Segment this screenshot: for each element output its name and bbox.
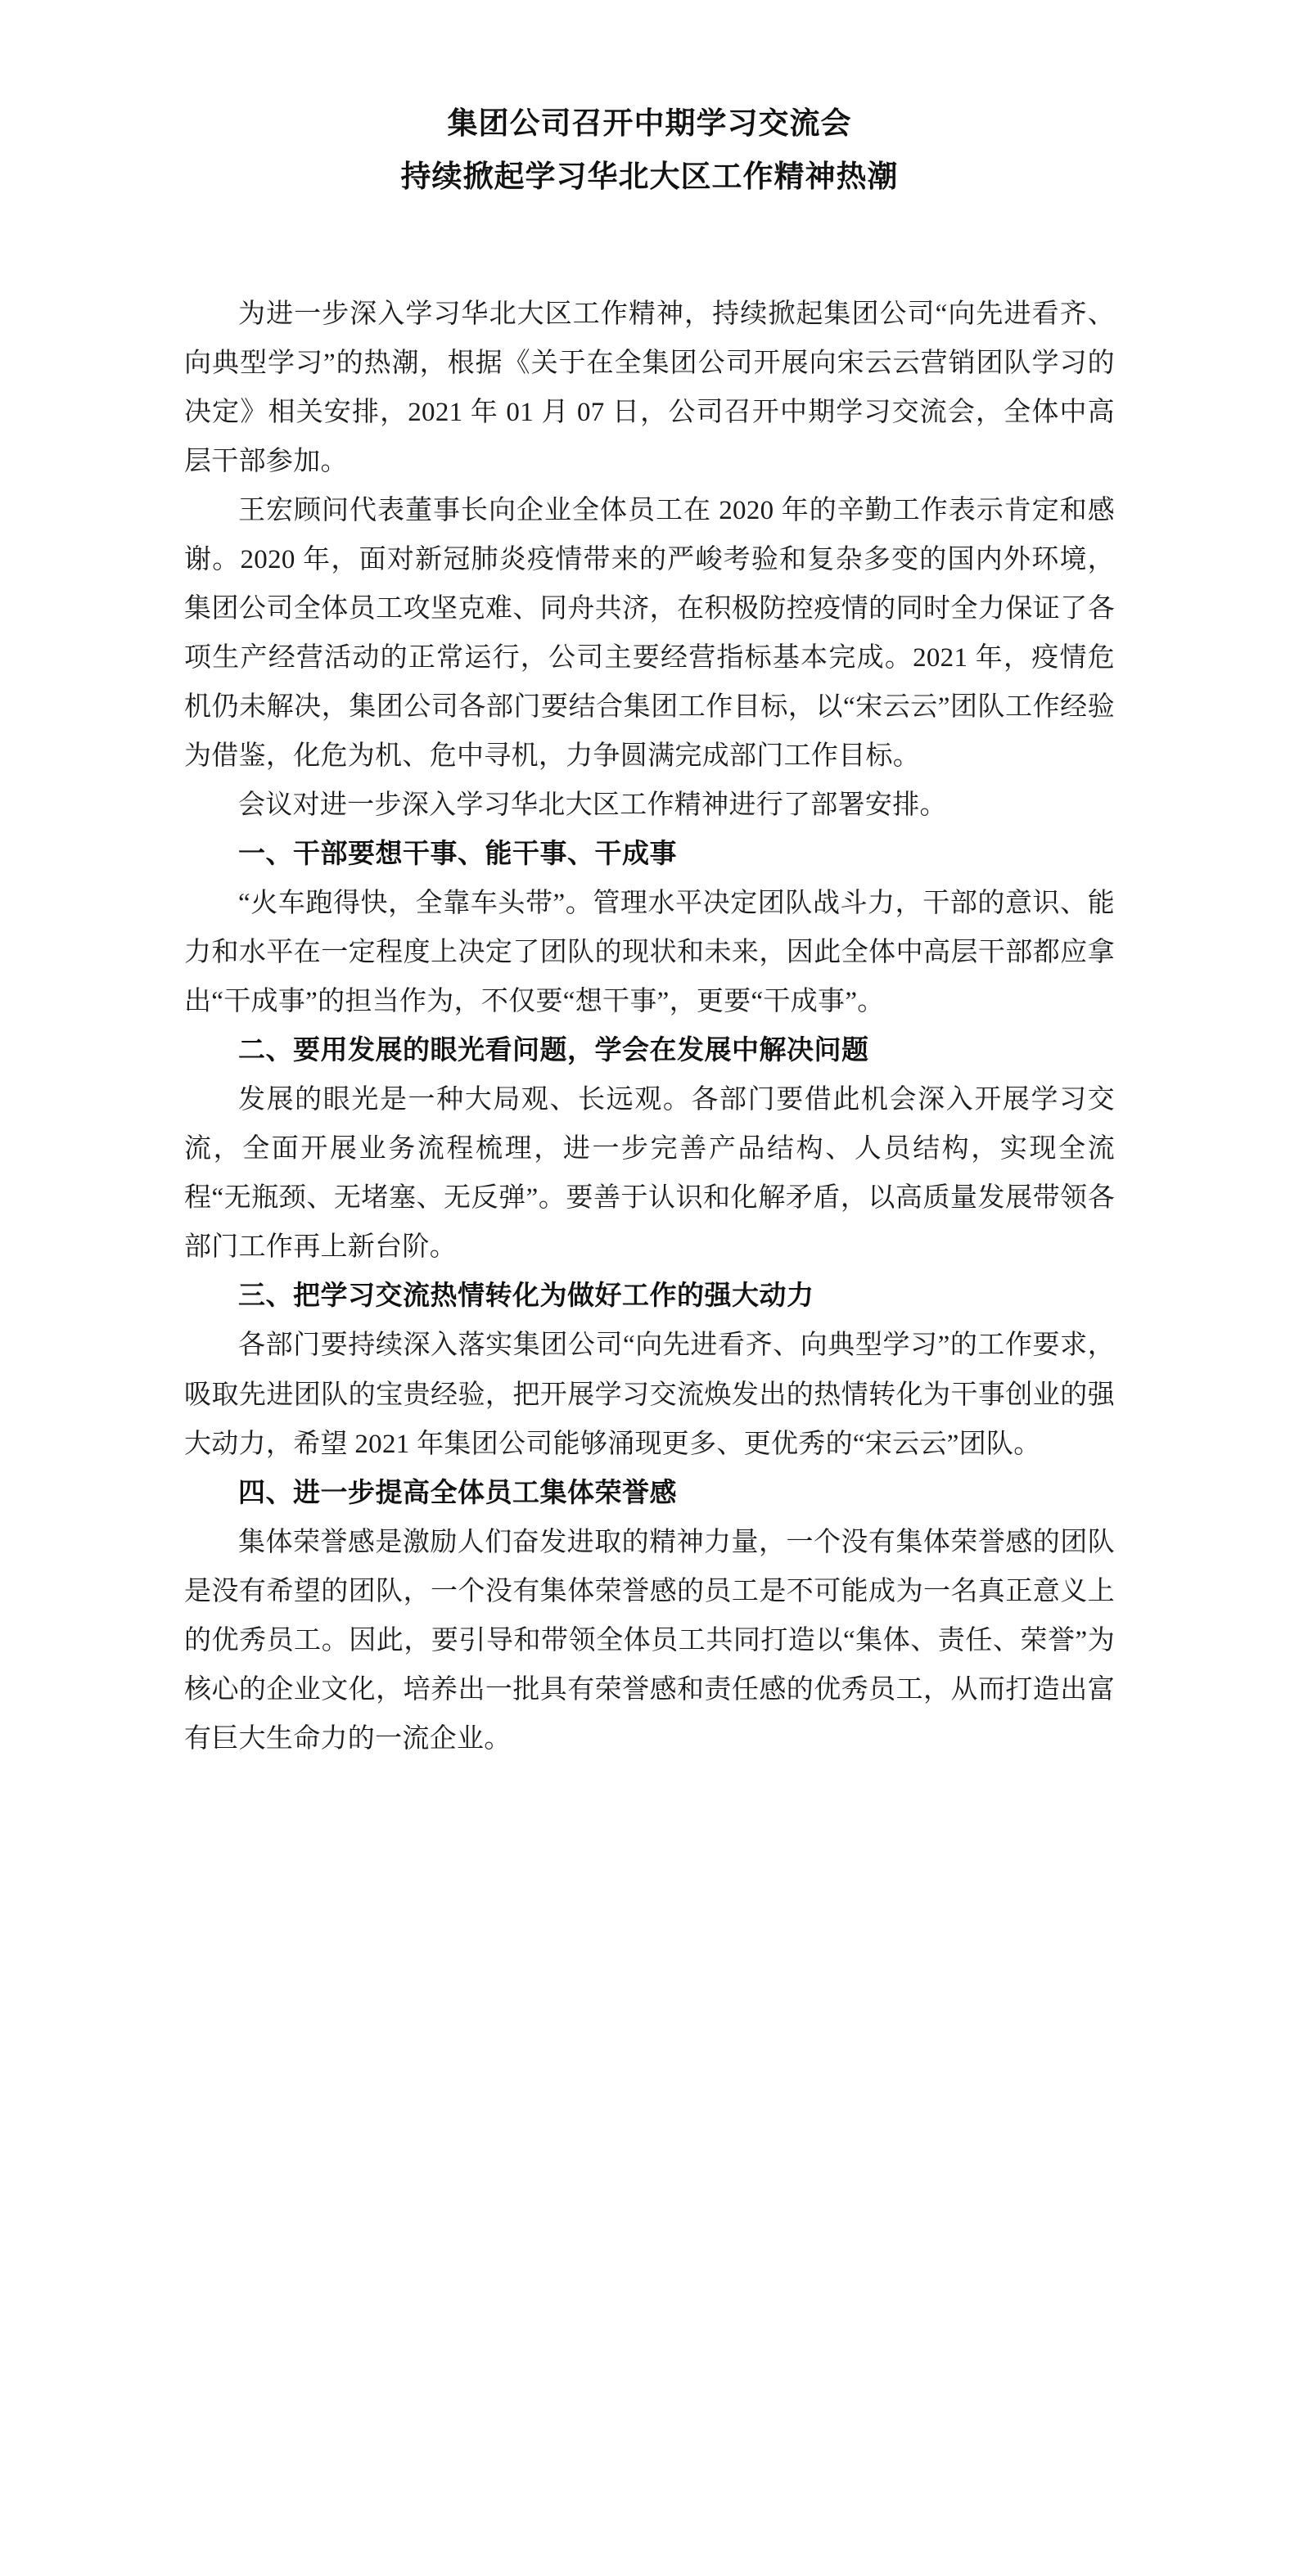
heading-section-two: 二、要用发展的眼光看问题，学会在发展中解决问题 [238,1036,869,1066]
paragraph-chairman-remarks: 王宏顾问代表董事长向企业全体员工在 2020 年的辛勤工作表示肯定和感谢。2020 年，面对新冠肺炎疫情带来的严峻考验和复杂多变的国内外环境，集团公司全体员工攻坚克难、同舟共济，在积极防控疫情的同时全力保证了各项生产经营活动的正常运行，公司主要经营指标基本完成。2021 年，疫情危机仍未解决，集团公司各部门要结合集团工作目标，以“宋云云”团队工作经验为借鉴，化危为机、危中寻机，力争圆满完成部门工作目标。 [184,495,1115,771]
paragraph-deployment: 会议对进一步深入学习华北大区工作精神进行了部署安排。 [238,790,947,820]
page-title [184,98,1115,205]
heading-section-four: 四、进一步提高全体员工集体荣誉感 [238,1478,677,1508]
title-body-spacer [184,205,1115,290]
paragraph-section-three-body: 各部门要持续深入落实集团公司“向先进看齐、向典型学习”的工作要求，吸取先进团队的宝贵经验，把开展学习交流焕发出的热情转化为干事创业的强大动力，希望 2021 年集团公司能够涌现更多、更优秀的“宋云云”团队。 [184,1331,1115,1459]
heading-section-three: 三、把学习交流热情转化为做好工作的强大动力 [238,1281,814,1312]
page-title-line-2: 持续掀起学习华北大区工作精神热潮 [400,160,899,194]
heading-section-one: 一、干部要想干事、能干事、干成事 [238,840,677,870]
paragraph-section-two-body: 发展的眼光是一种大局观、长远观。各部门要借此机会深入开展学习交流，全面开展业务流程梳理，进一步完善产品结构、人员结构，实现全流程“无瓶颈、无堵塞、无反弹”。要善于认识和化解矛盾，以高质量发展带领各部门工作再上新台阶。 [184,1085,1115,1263]
page-title-line-1: 集团公司召开中期学习交流会 [447,107,852,141]
paragraph-section-one-body: “火车跑得快，全靠车头带”。管理水平决定团队战斗力，干部的意识、能力和水平在一定程度上决定了团队的现状和未来，因此全体中高层干部都应拿出“干成事”的担当作为，不仅要“想干事”，更要“干成事”。 [184,889,1115,1017]
paragraph-intro: 为进一步深入学习华北大区工作精神，持续掀起集团公司“向先进看齐、向典型学习”的热潮，根据《关于在全集团公司开展向宋云云营销团队学习的决定》相关安排，2021 年 01 月 07 日，公司召开中期学习交流会，全体中高层干部参加。 [184,299,1115,476]
paragraph-section-four-body: 集体荣誉感是激励人们奋发进取的精神力量，一个没有集体荣誉感的团队是没有希望的团队，一个没有集体荣誉感的员工是不可能成为一名真正意义上的优秀员工。因此，要引导和带领全体员工共同打造以“集体、责任、荣誉”为核心的企业文化，培养出一批具有荣誉感和责任感的优秀员工，从而打造出富有巨大生命力的一流企业。 [184,1527,1115,1754]
document-body [184,290,1115,1763]
